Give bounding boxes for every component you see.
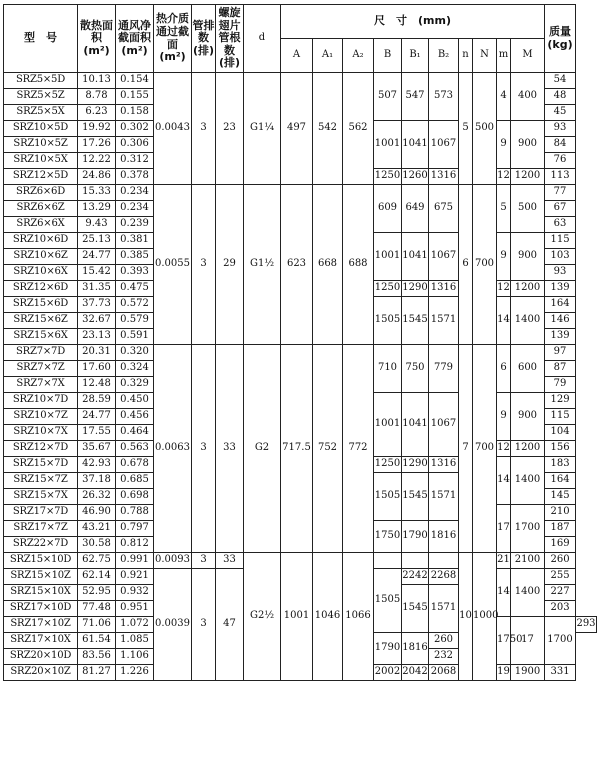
cell-area: 35.67	[78, 441, 116, 457]
cell-medium: 0.0043	[154, 73, 192, 185]
cell-area: 6.23	[78, 105, 116, 121]
cell-model: SRZ6×6D	[4, 185, 78, 201]
cell-rows: 3	[192, 185, 216, 345]
cell-m: 9	[497, 233, 511, 281]
cell-m: 12	[497, 281, 511, 297]
cell-mass: 145	[545, 489, 576, 505]
cell-B2: 1316	[429, 281, 459, 297]
cell-B2: 1316	[429, 169, 459, 185]
cell-area: 15.33	[78, 185, 116, 201]
cell-B: 609	[374, 185, 402, 233]
cell-M: 1400	[511, 569, 545, 617]
cell-A: 497	[281, 73, 313, 185]
cell-wind: 0.155	[116, 89, 154, 105]
cell-mass: 232	[429, 649, 459, 665]
cell-area: 20.31	[78, 345, 116, 361]
cell-M: 1200	[511, 441, 545, 457]
cell-area: 62.14	[78, 569, 116, 585]
cell-mass: 103	[545, 249, 576, 265]
cell-m: 12	[497, 169, 511, 185]
cell-rows: 3	[192, 569, 216, 681]
cell-B2: 1571	[429, 297, 459, 345]
cell-M: 1400	[511, 457, 545, 505]
cell-B2: 1816	[429, 521, 459, 553]
cell-wind: 0.812	[116, 537, 154, 553]
cell-area: 24.77	[78, 249, 116, 265]
cell-area: 52.95	[78, 585, 116, 601]
cell-model: SRZ17×7D	[4, 505, 78, 521]
cell-mass: 97	[545, 345, 576, 361]
cell-B: 507	[374, 73, 402, 121]
cell-B1: 1790	[402, 521, 429, 553]
cell-mass: 113	[545, 169, 576, 185]
cell-A2: 562	[343, 73, 374, 185]
cell-area: 42.93	[78, 457, 116, 473]
header-A2: A₂	[343, 39, 374, 73]
header-rows: 管排数(排)	[192, 5, 216, 73]
cell-wind: 1.106	[116, 649, 154, 665]
cell-wind: 0.239	[116, 217, 154, 233]
cell-B2	[429, 553, 459, 569]
cell-N: 500	[473, 73, 497, 185]
cell-B: 2002	[374, 665, 402, 681]
cell-area: 24.77	[78, 409, 116, 425]
cell-B2: 1816	[402, 633, 429, 665]
cell-m: 21	[497, 553, 511, 569]
cell-wind: 0.563	[116, 441, 154, 457]
cell-mass: 67	[545, 201, 576, 217]
cell-wind: 0.572	[116, 297, 154, 313]
cell-wind: 1.226	[116, 665, 154, 681]
header-m: m	[497, 39, 511, 73]
header-B1: B₁	[402, 39, 429, 73]
cell-area: 15.42	[78, 265, 116, 281]
cell-A1: 1046	[313, 553, 343, 681]
cell-m: 12	[497, 441, 511, 457]
cell-mass: 146	[545, 313, 576, 329]
cell-mass: 139	[545, 281, 576, 297]
cell-N: 1000	[473, 553, 497, 681]
cell-wind: 0.678	[116, 457, 154, 473]
cell-m: 17	[497, 505, 511, 553]
cell-wind: 0.450	[116, 393, 154, 409]
header-M: M	[511, 39, 545, 73]
cell-model: SRZ17×10Z	[4, 617, 78, 633]
cell-area: 13.29	[78, 201, 116, 217]
cell-wind: 0.788	[116, 505, 154, 521]
cell-B2: 2268	[429, 569, 459, 585]
cell-wind: 1.085	[116, 633, 154, 649]
cell-n: 5	[459, 73, 473, 185]
cell-A: 1001	[281, 553, 313, 681]
cell-wind: 0.951	[116, 601, 154, 617]
cell-B2: 1067	[429, 121, 459, 169]
cell-model: SRZ6×6Z	[4, 201, 78, 217]
cell-wind: 0.932	[116, 585, 154, 601]
cell-area: 31.35	[78, 281, 116, 297]
cell-mass: 255	[545, 569, 576, 585]
header-area: 散热面积(m²)	[78, 5, 116, 73]
cell-M: 1700	[511, 505, 545, 553]
cell-mass: 293	[576, 617, 597, 633]
cell-model: SRZ15×10Z	[4, 569, 78, 585]
cell-wind: 0.158	[116, 105, 154, 121]
cell-area: 46.90	[78, 505, 116, 521]
cell-mass: 156	[545, 441, 576, 457]
cell-B2: 1571	[429, 473, 459, 521]
cell-N: 700	[473, 185, 497, 345]
cell-mass: 93	[545, 265, 576, 281]
cell-mass: 164	[545, 473, 576, 489]
cell-area: 28.59	[78, 393, 116, 409]
cell-model: SRZ7×7Z	[4, 361, 78, 377]
cell-mass: 260	[545, 553, 576, 569]
header-B2: B₂	[429, 39, 459, 73]
cell-wind: 0.464	[116, 425, 154, 441]
cell-B2: 1067	[429, 393, 459, 457]
cell-wind: 0.393	[116, 265, 154, 281]
cell-n: 7	[459, 345, 473, 553]
cell-mass: 76	[545, 153, 576, 169]
cell-area: 24.86	[78, 169, 116, 185]
cell-wind: 0.378	[116, 169, 154, 185]
cell-wind: 0.579	[116, 313, 154, 329]
cell-B: 1250	[374, 169, 402, 185]
cell-B1: 1545	[402, 297, 429, 345]
cell-B: 1505	[374, 297, 402, 345]
table-row	[4, 553, 597, 569]
cell-d: G1¼	[244, 73, 281, 185]
cell-n: 6	[459, 185, 473, 345]
cell-B	[374, 553, 402, 569]
cell-fins: 33	[216, 345, 244, 553]
cell-model: SRZ15×6D	[4, 297, 78, 313]
cell-area: 37.18	[78, 473, 116, 489]
cell-B1: 1041	[402, 393, 429, 457]
cell-M: 1400	[511, 297, 545, 345]
cell-A1: 668	[313, 185, 343, 345]
cell-M: 900	[511, 393, 545, 441]
cell-wind: 0.385	[116, 249, 154, 265]
cell-wind: 1.072	[116, 617, 154, 633]
cell-B2: 1067	[429, 233, 459, 281]
cell-model: SRZ7×7D	[4, 345, 78, 361]
spec-table	[3, 4, 597, 681]
cell-area: 17.26	[78, 137, 116, 153]
table-row	[4, 185, 597, 201]
cell-wind: 0.312	[116, 153, 154, 169]
cell-M: 400	[511, 73, 545, 121]
cell-model: SRZ12×7D	[4, 441, 78, 457]
cell-model: SRZ15×7D	[4, 457, 78, 473]
cell-B1: 750	[402, 345, 429, 393]
cell-M: 1200	[511, 281, 545, 297]
cell-m: 14	[497, 297, 511, 345]
cell-area: 37.73	[78, 297, 116, 313]
cell-wind: 0.320	[116, 345, 154, 361]
cell-medium: 0.0055	[154, 185, 192, 345]
cell-area: 30.58	[78, 537, 116, 553]
cell-area: 17.60	[78, 361, 116, 377]
cell-B: 1001	[374, 233, 402, 281]
cell-model: SRZ15×7X	[4, 489, 78, 505]
header-n: n	[459, 39, 473, 73]
cell-mass: 84	[545, 137, 576, 153]
header-N: N	[473, 39, 497, 73]
cell-area: 83.56	[78, 649, 116, 665]
cell-area: 19.92	[78, 121, 116, 137]
cell-medium: 0.0093	[154, 553, 192, 569]
cell-wind: 0.302	[116, 121, 154, 137]
cell-A: 717.5	[281, 345, 313, 553]
cell-model: SRZ6×6X	[4, 217, 78, 233]
cell-B1: 1290	[402, 457, 429, 473]
cell-B: 1250	[374, 457, 402, 473]
cell-B1	[402, 553, 429, 569]
cell-medium: 0.0039	[154, 569, 192, 681]
header-A: A	[281, 39, 313, 73]
cell-M: 1900	[511, 665, 545, 681]
cell-m: 5	[497, 185, 511, 233]
cell-wind: 0.456	[116, 409, 154, 425]
cell-area: 71.06	[78, 617, 116, 633]
cell-fins: 33	[216, 553, 244, 569]
cell-M: 1200	[511, 169, 545, 185]
cell-mass: 164	[545, 297, 576, 313]
cell-wind: 0.306	[116, 137, 154, 153]
cell-model: SRZ22×7D	[4, 537, 78, 553]
header-wind: 通风净截面积(m²)	[116, 5, 154, 73]
cell-d: G1½	[244, 185, 281, 345]
cell-model: SRZ15×10X	[4, 585, 78, 601]
cell-area: 12.48	[78, 377, 116, 393]
header-d: d	[244, 5, 281, 73]
cell-model: SRZ15×7Z	[4, 473, 78, 489]
cell-B1: 1260	[402, 169, 429, 185]
cell-area: 25.13	[78, 233, 116, 249]
cell-B: 1750	[497, 617, 511, 665]
header-dims: 尺 寸 (mm)	[281, 5, 545, 39]
cell-m: 19	[497, 665, 511, 681]
cell-wind: 0.797	[116, 521, 154, 537]
cell-mass: 45	[545, 105, 576, 121]
cell-wind: 0.234	[116, 185, 154, 201]
cell-model: SRZ10×7X	[4, 425, 78, 441]
cell-model: SRZ7×7X	[4, 377, 78, 393]
cell-B: 1505	[374, 473, 402, 521]
cell-medium: 0.0063	[154, 345, 192, 553]
cell-fins: 23	[216, 73, 244, 185]
cell-B1: 2042	[402, 665, 429, 681]
cell-model: SRZ10×6Z	[4, 249, 78, 265]
cell-m: 6	[497, 345, 511, 393]
cell-wind: 0.381	[116, 233, 154, 249]
cell-mass: 104	[545, 425, 576, 441]
cell-model: SRZ17×10X	[4, 633, 78, 649]
cell-m: 4	[497, 73, 511, 121]
cell-model: SRZ20×10Z	[4, 665, 78, 681]
cell-B2: 1316	[429, 457, 459, 473]
cell-wind: 0.698	[116, 489, 154, 505]
cell-M: 900	[511, 121, 545, 169]
table-row	[4, 73, 597, 89]
cell-d: G2½	[244, 553, 281, 681]
cell-mass: 87	[545, 361, 576, 377]
cell-n: 10	[459, 553, 473, 681]
cell-B2: 1571	[429, 585, 459, 633]
cell-wind: 0.475	[116, 281, 154, 297]
cell-M: 500	[511, 185, 545, 233]
cell-model: SRZ17×10D	[4, 601, 78, 617]
cell-mass: 169	[545, 537, 576, 553]
cell-B: 1250	[374, 281, 402, 297]
header-medium: 热介质通过截面(m²)	[154, 5, 192, 73]
cell-B2: 2068	[429, 665, 459, 681]
cell-mass: 227	[545, 585, 576, 601]
cell-wind: 0.991	[116, 553, 154, 569]
cell-B: 1505	[374, 569, 402, 633]
cell-M: 600	[511, 345, 545, 393]
cell-B1: 1790	[374, 633, 402, 665]
cell-d: G2	[244, 345, 281, 553]
cell-area: 81.27	[78, 665, 116, 681]
cell-area: 77.48	[78, 601, 116, 617]
cell-mass: 54	[545, 73, 576, 89]
cell-mass: 331	[545, 665, 576, 681]
cell-m: 9	[497, 121, 511, 169]
cell-area: 17.55	[78, 425, 116, 441]
header-model: 型 号	[4, 5, 78, 73]
cell-wind: 0.234	[116, 201, 154, 217]
cell-B1: 547	[402, 73, 429, 121]
cell-m: 14	[497, 457, 511, 505]
cell-mass: 139	[545, 329, 576, 345]
cell-model: SRZ5×5Z	[4, 89, 78, 105]
cell-mass: 48	[545, 89, 576, 105]
cell-model: SRZ5×5X	[4, 105, 78, 121]
cell-area: 62.75	[78, 553, 116, 569]
cell-wind: 0.329	[116, 377, 154, 393]
cell-B2: 573	[429, 73, 459, 121]
cell-B2: 675	[429, 185, 459, 233]
cell-B1: 649	[402, 185, 429, 233]
cell-A2: 772	[343, 345, 374, 553]
cell-m: 9	[497, 393, 511, 441]
cell-mass: 77	[545, 185, 576, 201]
cell-A2: 688	[343, 185, 374, 345]
cell-mass: 183	[545, 457, 576, 473]
cell-mass: 203	[545, 601, 576, 617]
cell-area: 9.43	[78, 217, 116, 233]
cell-model: SRZ15×6Z	[4, 313, 78, 329]
cell-model: SRZ5×5D	[4, 73, 78, 89]
cell-wind: 0.685	[116, 473, 154, 489]
header-mass: 质量(kg)	[545, 5, 576, 73]
cell-wind: 0.921	[116, 569, 154, 585]
cell-area: 23.13	[78, 329, 116, 345]
cell-N: 700	[473, 345, 497, 553]
header-fins: 螺旋翅片管根数(排)	[216, 5, 244, 73]
cell-mass: 79	[545, 377, 576, 393]
cell-area: 26.32	[78, 489, 116, 505]
cell-mass: 115	[545, 409, 576, 425]
cell-mass: 115	[545, 233, 576, 249]
cell-wind: 0.324	[116, 361, 154, 377]
cell-M: 900	[511, 233, 545, 281]
cell-model: SRZ10×5X	[4, 153, 78, 169]
cell-mass: 129	[545, 393, 576, 409]
cell-B1: 1545	[402, 585, 429, 633]
cell-fins: 47	[216, 569, 244, 681]
cell-model: SRZ15×6X	[4, 329, 78, 345]
cell-B: 1750	[374, 521, 402, 553]
cell-model: SRZ17×7Z	[4, 521, 78, 537]
cell-model: SRZ15×10D	[4, 553, 78, 569]
cell-model: SRZ10×5Z	[4, 137, 78, 153]
cell-A1: 542	[313, 73, 343, 185]
cell-model: SRZ10×5D	[4, 121, 78, 137]
cell-A: 623	[281, 185, 313, 345]
cell-B1: 1041	[402, 233, 429, 281]
cell-A2: 1066	[343, 553, 374, 681]
cell-mass: 93	[545, 121, 576, 137]
cell-rows: 3	[192, 553, 216, 569]
cell-mass: 63	[545, 217, 576, 233]
cell-model: SRZ20×10D	[4, 649, 78, 665]
cell-B1: 1041	[402, 121, 429, 169]
cell-m: 14	[497, 569, 511, 617]
cell-B1: 1290	[402, 281, 429, 297]
cell-rows: 3	[192, 73, 216, 185]
cell-rows: 3	[192, 345, 216, 553]
cell-M: 1700	[545, 617, 576, 665]
header-B: B	[374, 39, 402, 73]
cell-area: 12.22	[78, 153, 116, 169]
cell-model: SRZ10×7D	[4, 393, 78, 409]
header-A1: A₁	[313, 39, 343, 73]
cell-B1: 2242	[402, 569, 429, 585]
cell-m: 17	[511, 617, 545, 665]
cell-area: 43.21	[78, 521, 116, 537]
cell-B: 1001	[374, 121, 402, 169]
cell-model: SRZ10×7Z	[4, 409, 78, 425]
cell-A1: 752	[313, 345, 343, 553]
cell-area: 32.67	[78, 313, 116, 329]
cell-B: 710	[374, 345, 402, 393]
cell-B1: 1545	[402, 473, 429, 521]
cell-B2: 779	[429, 345, 459, 393]
cell-model: SRZ12×6D	[4, 281, 78, 297]
cell-wind: 0.154	[116, 73, 154, 89]
cell-model: SRZ12×5D	[4, 169, 78, 185]
cell-fins: 29	[216, 185, 244, 345]
cell-M: 2100	[511, 553, 545, 569]
cell-model: SRZ10×6X	[4, 265, 78, 281]
cell-area: 8.78	[78, 89, 116, 105]
cell-area: 10.13	[78, 73, 116, 89]
cell-B: 1001	[374, 393, 402, 457]
cell-model: SRZ10×6D	[4, 233, 78, 249]
cell-area: 61.54	[78, 633, 116, 649]
cell-mass: 210	[545, 505, 576, 521]
table-row	[4, 345, 597, 361]
cell-mass: 260	[429, 633, 459, 649]
cell-wind: 0.591	[116, 329, 154, 345]
cell-mass: 187	[545, 521, 576, 537]
